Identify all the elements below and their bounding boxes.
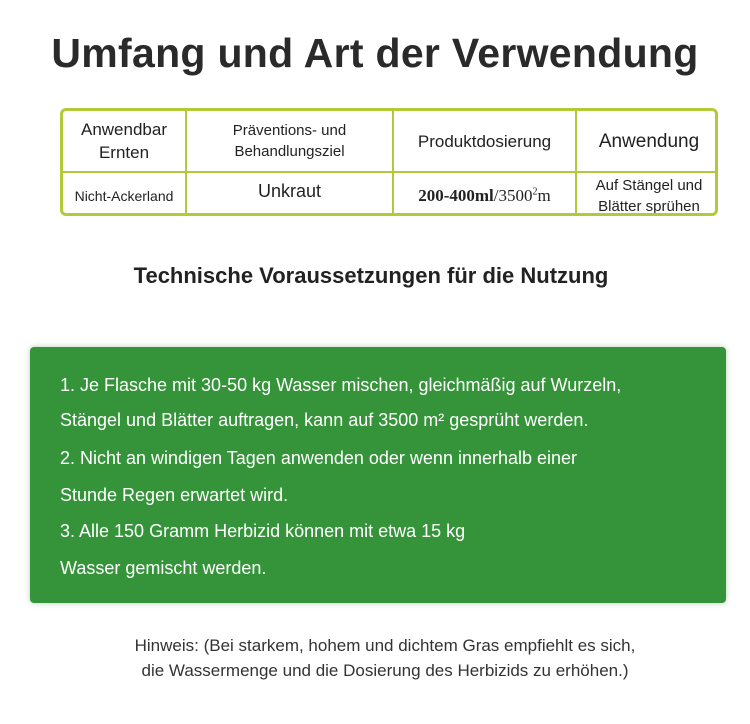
dosage-unit: m: [537, 186, 551, 205]
note-text: [0, 633, 750, 683]
usage-table: [60, 108, 718, 216]
header-target-line1: Präventions- und: [232, 122, 347, 139]
section-subtitle: Technische Voraussetzungen für die Nutzung: [133, 263, 609, 288]
instruction-line: 3. Alle 150 Gramm Herbizid können mit etwa 15 kg: [60, 521, 466, 541]
cell-crop: Nicht-Ackerland: [63, 172, 186, 216]
dosage-area: /3500: [493, 186, 533, 205]
cell-application: [576, 172, 718, 216]
header-crops-line1: Anwendbar: [80, 120, 167, 139]
note-line2: die Wassermenge und die Dosierung des Herbizids zu erhöhen.): [141, 661, 629, 680]
table-row: [63, 172, 718, 216]
header-dosage: Produktdosierung: [393, 111, 576, 172]
application-line1: Auf Stängel und: [595, 177, 703, 194]
cell-dosage: [393, 172, 576, 216]
instruction-line: Stunde Regen erwartet wird.: [60, 485, 289, 505]
header-target: [186, 111, 393, 172]
dosage-amount: 200-400ml: [418, 186, 494, 205]
cell-target: Unkraut: [186, 172, 393, 216]
header-crops: [63, 111, 186, 172]
instruction-line: Stängel und Blätter auftragen, kann auf 3500 m² gesprüht werden.: [60, 410, 589, 430]
table-header-row: [63, 111, 718, 172]
header-crops-line2: Ernten: [98, 143, 150, 162]
note-line1: Hinweis: (Bei starkem, hohem und dichtem Gras empfiehlt es sich,: [134, 636, 636, 655]
instructions-panel: [30, 347, 726, 603]
page-title: Umfang und Art der Verwendung: [51, 30, 699, 76]
instruction-line: Wasser gemischt werden.: [60, 558, 267, 578]
instruction-line: 2. Nicht an windigen Tagen anwenden oder wenn innerhalb einer: [60, 448, 578, 468]
header-target-line2: Behandlungsziel: [234, 143, 345, 160]
dosage-exponent: 2: [532, 186, 538, 198]
instruction-line: 1. Je Flasche mit 30-50 kg Wasser mischen, gleichmäßig auf Wurzeln,: [60, 375, 622, 395]
header-application: Anwendung: [576, 111, 718, 172]
application-line2: Blätter sprühen: [598, 198, 700, 215]
